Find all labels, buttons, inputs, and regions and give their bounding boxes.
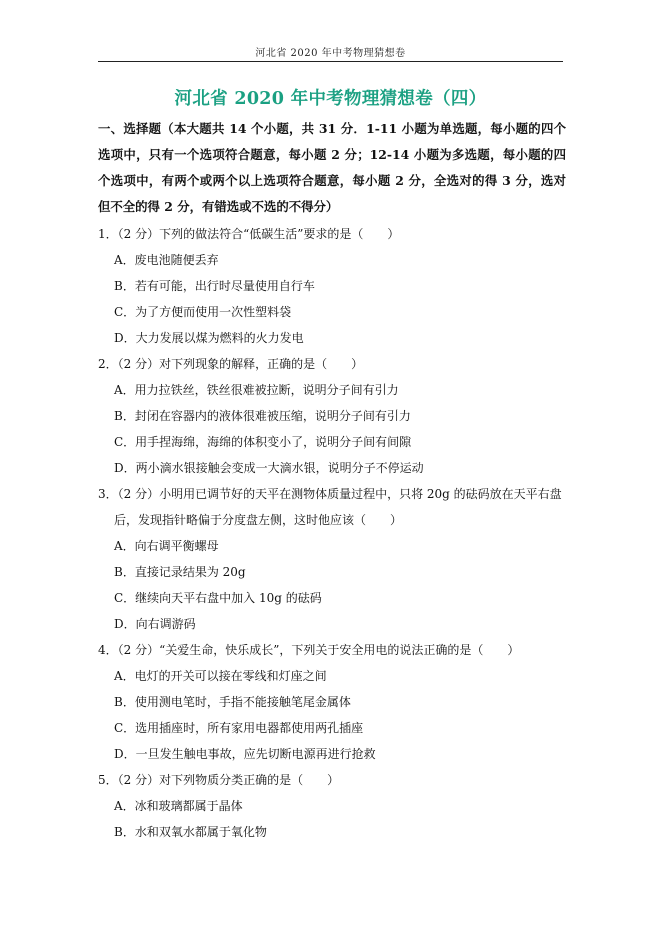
option-d: D．一旦发生触电事故，应先切断电源再进行抢救	[114, 747, 376, 761]
option-d: D．大力发展以煤为燃料的火力发电	[114, 331, 304, 345]
question-stem: 2．（2 分）对下列现象的解释，正确的是（ ）	[98, 357, 364, 371]
option-b: B．水和双氧水都属于氧化物	[114, 825, 267, 839]
option-a: A．向右调平衡螺母	[114, 539, 219, 553]
option-a: A．冰和玻璃都属于晶体	[114, 799, 243, 813]
question-stem: 3．（2 分）小明用已调节好的天平在测物体质量过程中，只将 20g 的砝码放在天平右盘后，发现指针略偏于分度盘左侧，这时他应该（ ）	[98, 487, 562, 527]
question-stem: 1．（2 分）下列的做法符合“低碳生活”要求的是（ ）	[98, 227, 400, 241]
option-b: B．若有可能，出行时尽量使用自行车	[114, 279, 315, 293]
option-a: A．电灯的开关可以接在零线和灯座之间	[114, 669, 327, 683]
question-5	[98, 767, 566, 845]
option-c: C．用手捏海绵，海绵的体积变小了，说明分子间有间隙	[114, 435, 412, 449]
question-stem: 4．（2 分）“关爱生命，快乐成长”，下列关于安全用电的说法正确的是（ ）	[98, 643, 520, 657]
question-list	[98, 221, 566, 845]
option-b: B．使用测电笔时，手指不能接触笔尾金属体	[114, 695, 351, 709]
option-b: B．直接记录结果为 20g	[114, 565, 246, 579]
option-a: A．废电池随便丢弃	[114, 253, 219, 267]
page-title: 河北省 2020 年中考物理猜想卷（四）	[174, 89, 487, 109]
question-3	[98, 481, 566, 637]
question-1	[98, 221, 566, 351]
header-divider	[98, 61, 563, 62]
question-stem: 5．（2 分）对下列物质分类正确的是（ ）	[98, 773, 340, 787]
question-4	[98, 637, 566, 767]
option-c: C．继续向天平右盘中加入 10g 的砝码	[114, 591, 322, 605]
option-a: A．用力拉铁丝，铁丝很难被拉断，说明分子间有引力	[114, 383, 399, 397]
section-instructions: 一、选择题（本大题共 14 个小题，共 31 分．1-11 小题为单选题，每小题的四个选项中，只有一个选项符合题意，每小题 2 分；12-14 小题为多选题，每小题的四个选项中，有两个或两个以上选项符合题意，每小题 2 分，全选对的得 3 分，选对但不全的得 2 分，有错选或不选的不得分）	[98, 121, 566, 214]
option-b: B．封闭在容器内的液体很难被压缩，说明分子间有引力	[114, 409, 411, 423]
option-c: C．选用插座时，所有家用电器都使用两孔插座	[114, 721, 364, 735]
option-d: D．向右调游码	[114, 617, 196, 631]
running-header: 河北省 2020 年中考物理猜想卷	[255, 48, 406, 59]
question-2	[98, 351, 566, 481]
option-d: D．两小滴水银接触会变成一大滴水银，说明分子不停运动	[114, 461, 424, 475]
option-c: C．为了方便而使用一次性塑料袋	[114, 305, 292, 319]
